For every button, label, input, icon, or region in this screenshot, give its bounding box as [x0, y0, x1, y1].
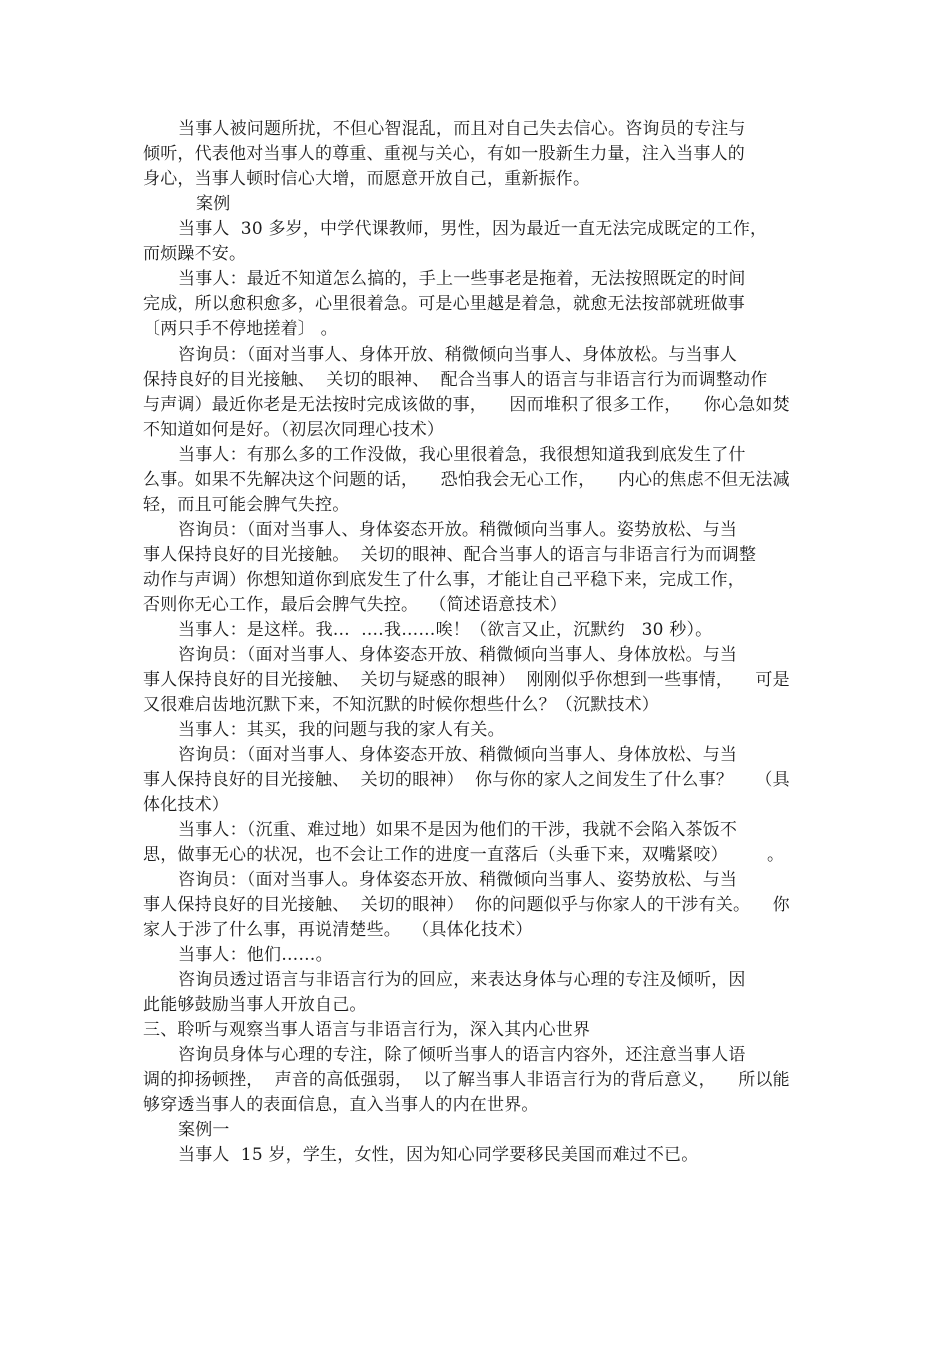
- text-line: 事人保持良好的目光接触、 关切的眼神） 你与你的家人之间发生了什么事？ （具: [143, 770, 790, 790]
- text-line: 与声调）最近你老是无法按时完成该做的事， 因而堆积了很多工作， 你心急如焚: [143, 395, 790, 415]
- text-line: 此能够鼓励当事人开放自己。: [143, 995, 367, 1015]
- text-line: 当事人：他们……。: [178, 945, 333, 965]
- text-line: 当事人 15 岁，学生，女性，因为知心同学要移民美国而难过不已。: [178, 1145, 699, 1165]
- text-line: 咨询员：（面对当事人。身体姿态开放、稍微倾向当事人、姿势放松、与当: [178, 870, 738, 890]
- text-line: 咨询员透过语言与非语言行为的回应，来表达身体与心理的专注及倾听，因: [178, 970, 746, 990]
- text-line: 家人于涉了什么事，再说清楚些。 （具体化技术）: [143, 920, 533, 940]
- text-line: 而烦躁不安。: [143, 244, 247, 264]
- text-line: 够穿透当事人的表面信息，直入当事人的内在世界。: [143, 1095, 539, 1115]
- text-line: 轻，而且可能会脾气失控。: [143, 495, 350, 515]
- text-line: 事人保持良好的目光接触、 关切与疑惑的眼神） 刚刚似乎你想到一些事情， 可是: [143, 670, 790, 690]
- text-line: 〔两只手不停地搓着〕 。: [143, 319, 338, 339]
- text-line: 身心，当事人顿时信心大增，而愿意开放自己，重新振作。: [143, 169, 591, 189]
- text-line: 当事人：其买，我的问题与我的家人有关。: [178, 720, 505, 740]
- section-heading: 三、聆听与观察当事人语言与非语言行为，深入其内心世界: [143, 1020, 591, 1040]
- text-line: 思，做事无心的状况，也不会让工作的进度一直落后（头垂下来，双嘴紧咬） 。: [143, 845, 785, 865]
- text-line: 当事人被问题所扰，不但心智混乱，而且对自己失去信心。咨询员的专注与: [178, 119, 746, 139]
- text-line: 体化技术）: [143, 795, 229, 815]
- text-line: 咨询员：（面对当事人、身体姿态开放、稍微倾向当事人、身体放松。与当: [178, 645, 738, 665]
- section-label: 案例: [196, 194, 231, 214]
- text-line: 当事人：有那么多的工作没做，我心里很着急，我很想知道我到底发生了什: [178, 445, 746, 465]
- text-line: 保持良好的目光接触、 关切的眼神、 配合当事人的语言与非语言行为而调整动作: [143, 370, 768, 390]
- text-line: 不知道如何是好。（初层次同理心技术）: [143, 420, 445, 440]
- text-line: 动作与声调）你想知道你到底发生了什么事，才能让自己平稳下来，完成工作，: [143, 570, 745, 590]
- text-line: 否则你无心工作，最后会脾气失控。 （简述语意技术）: [143, 595, 568, 615]
- text-line: 事人保持良好的目光接触。 关切的眼神、配合当事人的语言与非语言行为而调整: [143, 545, 757, 565]
- text-line: 咨询员：（面对当事人、身体开放、稍微倾向当事人、身体放松。与当事人: [178, 345, 738, 365]
- text-line: 当事人：（沉重、难过地）如果不是因为他们的干涉，我就不会陷入茶饭不: [178, 820, 738, 840]
- text-line: 又很难启齿地沉默下来，不知沉默的时候你想些什么？（沉默技术）: [143, 695, 659, 715]
- text-line: 倾听，代表他对当事人的尊重、重视与关心，有如一股新生力量，注入当事人的: [143, 144, 745, 164]
- text-line: 当事人：是这样。我… .…我……唉！（欲言又止，沉默约 30 秒）。: [178, 620, 713, 640]
- text-line: 调的抑扬顿挫， 声音的高低强弱， 以了解当事人非语言行为的背后意义， 所以能: [143, 1070, 790, 1090]
- text-line: 完成，所以愈积愈多，心里很着急。可是心里越是着急，就愈无法按部就班做事: [143, 294, 745, 314]
- text-line: 咨询员：（面对当事人、身体姿态开放。稍微倾向当事人。姿势放松、与当: [178, 520, 738, 540]
- text-line: 么事。如果不先解决这个问题的话， 恐怕我会无心工作， 内心的焦虑不但无法减: [143, 470, 790, 490]
- section-label: 案例一: [178, 1120, 230, 1140]
- text-line: 当事人 30 多岁，中学代课教师，男性，因为最近一直无法完成既定的工作，: [178, 219, 768, 239]
- text-line: 事人保持良好的目光接触、 关切的眼神） 你的问题似乎与你家人的干涉有关。 你: [143, 895, 790, 915]
- text-line: 咨询员身体与心理的专注，除了倾听当事人的语言内容外，还注意当事人语: [178, 1045, 746, 1065]
- text-line: 当事人：最近不知道怎么搞的，手上一些事老是拖着，无法按照既定的时间: [178, 269, 746, 289]
- text-line: 咨询员：（面对当事人、身体姿态开放、稍微倾向当事人、身体放松、与当: [178, 745, 738, 765]
